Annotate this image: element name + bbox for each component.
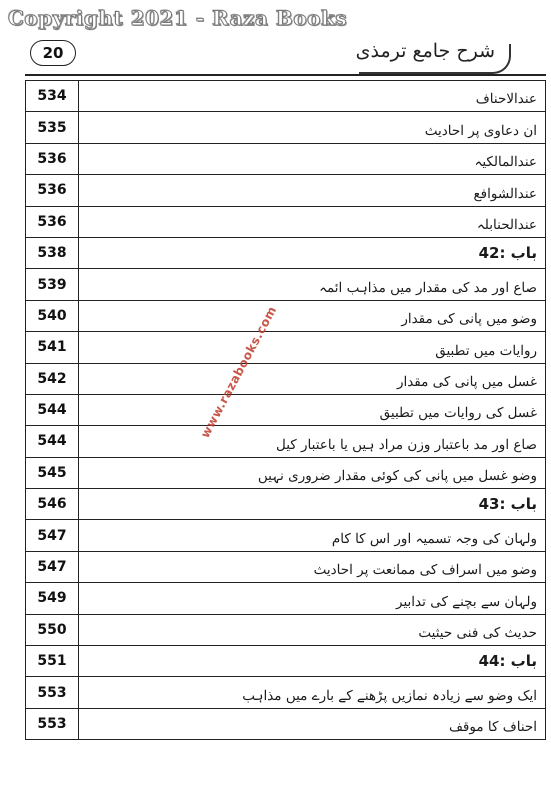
- topic-cell: غسل میں پانی کی مقدار: [79, 363, 546, 394]
- chapter-heading: باب :42: [79, 237, 546, 268]
- chapter-row: [26, 489, 546, 520]
- chapter-heading: باب :44: [79, 646, 546, 677]
- topic-cell: ایک وضو سے زیادہ نمازیں پڑھنے کے بارے میں مذاہب: [79, 677, 546, 708]
- copyright-notice: Copyright 2021 - Raza Books: [8, 6, 348, 30]
- page-number-cell: 536: [26, 206, 79, 237]
- topic-cell: وضو میں پانی کی مقدار: [79, 300, 546, 331]
- page-number-cell: 544: [26, 394, 79, 425]
- page-number-cell: 544: [26, 426, 79, 457]
- table-row: [26, 112, 546, 143]
- table-row: [26, 81, 546, 112]
- page-number-cell: 536: [26, 143, 79, 174]
- topic-cell: روایات میں تطبیق: [79, 332, 546, 363]
- topic-cell: عندالحنابلہ: [79, 206, 546, 237]
- book-title: شرح جامع ترمذی: [355, 40, 495, 62]
- table-row: [26, 426, 546, 457]
- table-row: [26, 708, 546, 739]
- topic-cell: وضو میں اسراف کی ممانعت پر احادیث: [79, 551, 546, 582]
- topic-cell: وضو غسل میں پانی کی کوئی مقدار ضروری نہیں: [79, 457, 546, 488]
- topic-cell: حدیث کی فنی حیثیت: [79, 614, 546, 645]
- topic-cell: عندالاحناف: [79, 81, 546, 112]
- page-number-cell: 545: [26, 457, 79, 488]
- table-row: [26, 175, 546, 206]
- table-row: [26, 457, 546, 488]
- page-number-cell: 542: [26, 363, 79, 394]
- table-row: [26, 394, 546, 425]
- page-number-cell: 547: [26, 520, 79, 551]
- table-row: [26, 520, 546, 551]
- page-number-cell: 553: [26, 677, 79, 708]
- chapter-heading: باب :43: [79, 489, 546, 520]
- page-number-cell: 538: [26, 237, 79, 268]
- table-row: [26, 551, 546, 582]
- page-number-cell: 536: [26, 175, 79, 206]
- table-row: [26, 614, 546, 645]
- page-number-cell: 546: [26, 489, 79, 520]
- chapter-row: [26, 237, 546, 268]
- topic-cell: عندالشوافع: [79, 175, 546, 206]
- topic-cell: عندالمالکیہ: [79, 143, 546, 174]
- topic-cell: صاع اور مد باعتبار وزن مراد ہیں یا باعتبار کیل: [79, 426, 546, 457]
- table-of-contents: [25, 80, 546, 740]
- page-number-cell: 550: [26, 614, 79, 645]
- chapter-row: [26, 646, 546, 677]
- watermark: www.razabooks.com: [197, 303, 280, 441]
- page-number-cell: 534: [26, 81, 79, 112]
- topic-cell: ولہان کی وجہ تسمیہ اور اس کا کام: [79, 520, 546, 551]
- page-number-cell: 539: [26, 269, 79, 300]
- table-row: [26, 677, 546, 708]
- topic-cell: غسل کی روایات میں تطبیق: [79, 394, 546, 425]
- table-row: [26, 363, 546, 394]
- table-row: [26, 583, 546, 614]
- topic-cell: احناف کا موقف: [79, 708, 546, 739]
- topic-cell: ان دعاوی پر احادیث: [79, 112, 546, 143]
- topic-cell: ولہان سے بچنے کی تدابیر: [79, 583, 546, 614]
- page-number-cell: 535: [26, 112, 79, 143]
- table-row: [26, 332, 546, 363]
- table-row: [26, 300, 546, 331]
- page-number-cell: 547: [26, 551, 79, 582]
- page-number-cell: 540: [26, 300, 79, 331]
- page-number-cell: 551: [26, 646, 79, 677]
- header-rule: [25, 74, 546, 76]
- topic-cell: صاع اور مد کی مقدار میں مذاہب ائمہ: [79, 269, 546, 300]
- page-number-cell: 541: [26, 332, 79, 363]
- table-row: [26, 269, 546, 300]
- table-row: [26, 143, 546, 174]
- page-number-cell: 553: [26, 708, 79, 739]
- table-row: [26, 206, 546, 237]
- page-number-cell: 549: [26, 583, 79, 614]
- page-number: 20: [30, 40, 76, 66]
